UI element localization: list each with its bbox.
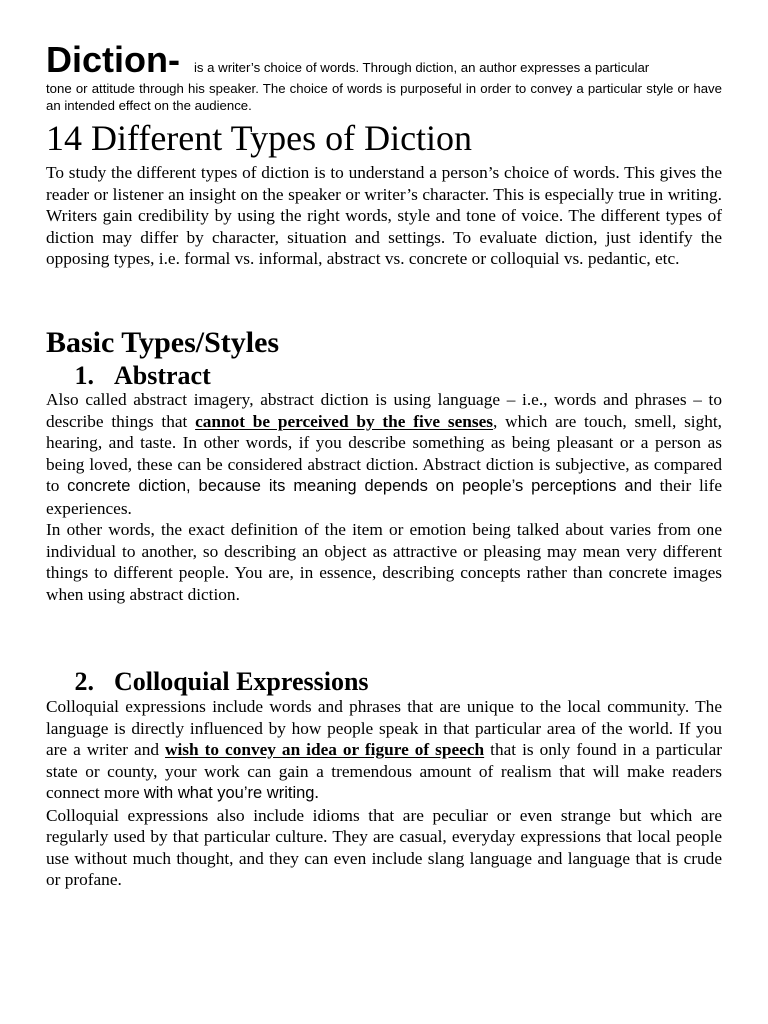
colloquial-heading xyxy=(46,666,369,698)
definition-first-line xyxy=(46,40,722,80)
colloquial-text-d: . xyxy=(314,783,319,802)
abstract-text-d: their life experiences. xyxy=(46,476,722,518)
page-title: 14 Different Types of Diction xyxy=(46,118,473,158)
abstract-text-b: , which are touch, smell, sight, hearing, and taste. In other words, if you describe something as being pleasant or a person as being loved, these can be considered abstract diction. Abstract diction is subjective, as compared to xyxy=(46,411,722,495)
abstract-section-body xyxy=(46,389,722,605)
colloquial-paragraph-2: Colloquial expressions also include idioms that are peculiar or even strange but which are regularly used by that particular culture. They are casual, everyday expressions that local people use without much thought, and they can even include slang language and language that is crude or profane. xyxy=(46,805,722,889)
definition-continued: tone or attitude through his speaker. The choice of words is purposeful in order to convey a particular style or have an intended effect on the audience. xyxy=(46,81,722,113)
colloquial-number: 2. xyxy=(74,667,94,696)
figure-of-speech-link[interactable]: wish to convey an idea or figure of speech xyxy=(165,740,485,759)
diction-term: Diction- xyxy=(46,39,180,80)
abstract-paragraph-1 xyxy=(46,389,722,519)
abstract-number: 1. xyxy=(74,361,94,390)
abstract-text-a: Also called abstract imagery, abstract diction is using language – i.e., words and phrases – to describe things that xyxy=(46,390,722,431)
five-senses-link[interactable]: cannot be perceived by the five senses xyxy=(195,411,494,431)
abstract-title: Abstract xyxy=(114,361,211,390)
colloquial-text-a: Colloquial expressions include words and phrases that are unique to the local community. The language is directly influenced by how people speak in that particular area of the world. If you are a writer and xyxy=(46,697,722,759)
abstract-text-c: concrete diction, because its meaning depends on people’s perceptions and xyxy=(67,477,652,495)
diction-definition xyxy=(46,40,722,114)
colloquial-title: Colloquial Expressions xyxy=(114,667,369,696)
abstract-heading xyxy=(46,360,211,392)
colloquial-text-c: with what you’re writing xyxy=(143,784,315,802)
abstract-paragraph-2: In other words, the exact definition of the item or emotion being talked about varies from one individual to another, so describing an object as attractive or pleasing may mean very different things to different people. You are, in essence, describing concepts rather than concrete images when using abstract diction. xyxy=(46,520,722,604)
section-title: Basic Types/Styles xyxy=(46,326,280,359)
definition-start: is a writer’s choice of words. Through diction, an author expresses a particular xyxy=(193,60,650,75)
colloquial-text-b: that is only found in a particular state or county, your work can gain a tremendous amount of realism that will make readers connect more xyxy=(46,740,722,802)
colloquial-section-body xyxy=(46,696,722,891)
colloquial-paragraph-1 xyxy=(46,696,722,805)
intro-paragraph: To study the different types of diction is to understand a person’s choice of words. This gives the reader or listener an insight on the speaker or writer’s character. This is especially true in writing. Writers gain credibility by using the right words, style and tone of voice. The different types of diction may differ by character, situation and settings. To evaluate diction, just identify the opposing types, i.e. formal vs. informal, abstract vs. concrete or colloquial vs. pedantic, etc. xyxy=(46,163,722,268)
